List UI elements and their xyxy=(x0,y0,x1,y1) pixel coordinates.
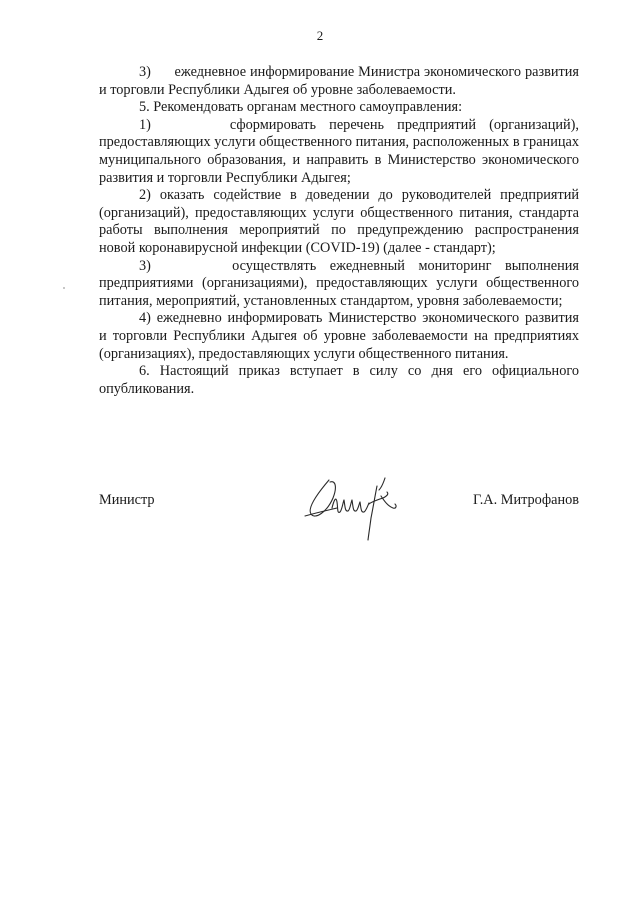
page-number: 2 xyxy=(316,28,324,43)
signatory-title: Министр xyxy=(99,492,155,508)
signature-block xyxy=(99,468,579,538)
paragraph-item-3-reporting: 3) ежедневное информирование Министра экономического развития и торговли Республики Адыгея об уровне заболеваемости. xyxy=(99,64,579,98)
paragraph-6-effective-date: 6. Настоящий приказ вступает в силу со дня его официального опубликования. xyxy=(99,363,579,397)
paragraph-item-1-list: 1) сформировать перечень предприятий (организаций), предоставляющих услуги общественного питания, расположенных в границах муниципального образования, и направить в Министерство экономического развития и торговли Республики Адыгея; xyxy=(99,116,579,186)
paragraph-item-4-informing: 4) ежедневно информировать Министерство экономического развития и торговли Республики Адыгея об уровне заболеваемости на предприятиях (организациях), предоставляющих услуги общественного питания. xyxy=(99,310,579,362)
paragraph-5-recommendation: 5. Рекомендовать органам местного самоуправления: xyxy=(139,99,463,116)
document-body xyxy=(99,64,579,398)
paragraph-item-3-monitoring: 3) осуществлять ежедневный мониторинг выполнения предприятиями (организациями), предоставляющих услуги общественного питания, мероприятий, установленных стандартом, уровня заболеваемости; xyxy=(99,257,579,309)
handwritten-signature xyxy=(299,468,409,544)
signatory-name: Г.А. Митрофанов xyxy=(473,492,579,508)
scan-artifact-dot xyxy=(63,287,65,289)
paragraph-item-2-assistance: 2) оказать содействие в доведении до руководителей предприятий (организаций), предоставляющих услуги общественного питания, стандарта работы выполнения мероприятий по предупреждению распространения новой коронавирусной инфекции (COVID-19) (далее - стандарт); xyxy=(99,187,579,256)
